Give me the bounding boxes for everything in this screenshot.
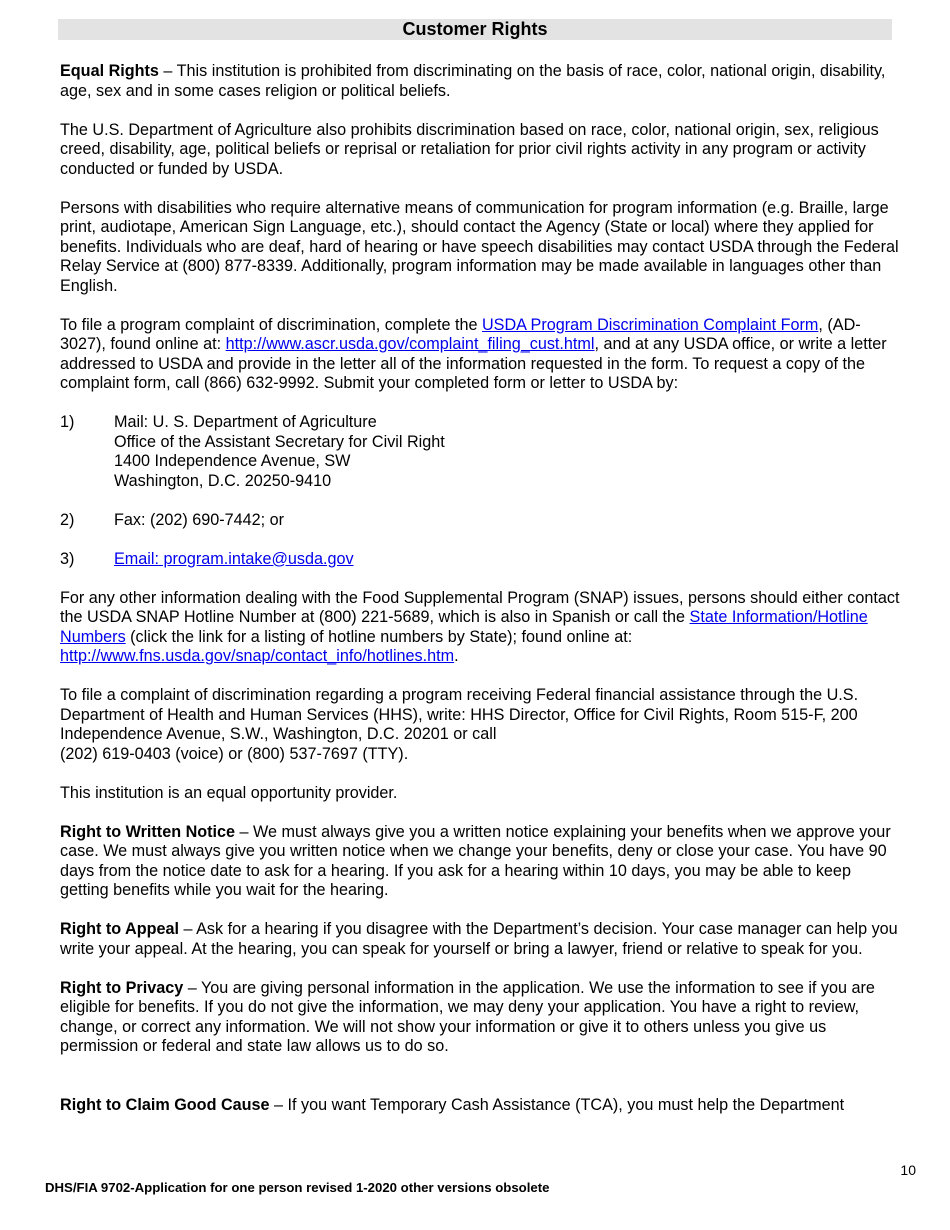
privacy-heading: Right to Privacy	[60, 978, 184, 997]
appeal-text: – Ask for a hearing if you disagree with the Department’s decision. Your case manager can help you write your appeal. At the hearing, you can speak for yourself or bring a lawyer, friend or relative to speak for you.	[60, 920, 898, 958]
list-number: 3)	[60, 549, 75, 568]
complaint-url-link[interactable]: http://www.ascr.usda.gov/complaint_filing_cust.html	[225, 335, 595, 353]
hhs-line1: To file a complaint of discrimination regarding a program receiving Federal financial assistance through the U.S. Department of Health and Human Services (HHS), write: HHS Director, Office for Civil Rights, Room 515-F, 200 Independence Avenue, S.W., Washington, D.C. 20201 or call	[60, 686, 859, 743]
submit-option-mail	[60, 413, 900, 491]
spacer	[60, 1076, 900, 1096]
submit-option-email	[60, 550, 900, 570]
equal-rights-heading: Equal Rights	[60, 62, 159, 80]
complaint-intro: To file a program complaint of discrimination, complete the	[60, 315, 482, 334]
privacy-text: – You are giving personal information in the application. We use the information to see if you are eligible for benefits. If you do not give the information, we may deny your application. You have a right to review, change, or correct any information. We will not show your information or give it to others unless you give us permission or federal and state law allows us to do so.	[60, 978, 875, 1055]
appeal-heading: Right to Appeal	[60, 920, 179, 938]
usda-prohibits-paragraph: The U.S. Department of Agriculture also prohibits discrimination based on race, color, national origin, sex, religious creed, disability, age, political beliefs or reprisal or retaliation for prior civil rights activity in any program or activity conducted or funded by USDA.	[60, 120, 879, 178]
written-notice-heading: Right to Written Notice	[60, 822, 236, 841]
snap-intro: For any other information dealing with the Food Supplemental Program (SNAP) issues, persons should either contact the USDA SNAP Hotline Number at (800) 221-5689, which is also in Spanish or call the	[60, 588, 900, 626]
mail-line: Mail: U. S. Department of Agriculture	[114, 413, 377, 431]
mail-line: 1400 Independence Avenue, SW	[114, 452, 351, 470]
hhs-paragraph	[60, 686, 900, 764]
written-notice-text: – We must always give you a written notice explaining your benefits when we approve your case. We must always give you written notice when we change your benefits, deny or close your case. You have 90 days from the notice date to ask for a hearing. If you ask for a hearing within 10 days, you may be able to keep getting benefits while you wait for the hearing.	[60, 822, 891, 899]
equal-rights-text: – This institution is prohibited from discriminating on the basis of race, color, national origin, disability, age, sex and in some cases religion or political beliefs.	[60, 62, 886, 100]
mail-line: Washington, D.C. 20250-9410	[114, 471, 332, 490]
fax-text: Fax: (202) 690-7442; or	[114, 510, 285, 529]
state-hotline-link[interactable]: State Information/Hotline Numbers	[60, 608, 868, 646]
document-body	[60, 62, 900, 1135]
submit-option-fax	[60, 511, 900, 531]
complaint-paragraph	[60, 316, 900, 394]
mail-address	[114, 413, 900, 491]
mail-line: Office of the Assistant Secretary for Civil Right	[114, 432, 445, 451]
privacy-paragraph	[60, 979, 900, 1057]
written-notice-paragraph	[60, 823, 900, 901]
complaint-form-link[interactable]: USDA Program Discrimination Complaint Form	[481, 315, 819, 334]
disabilities-paragraph: Persons with disabilities who require alternative means of communication for program information (e.g. Braille, large print, audiotape, American Sign Language, etc.), should contact the Agency (State or local) where they applied for benefits. Individuals who are deaf, hard of hearing or have speech disabilities may contact USDA through the Federal Relay Service at (800) 877-8339. Additionally, program information may be made available in languages other than English.	[60, 198, 899, 295]
appeal-paragraph	[60, 920, 900, 959]
snap-end: .	[454, 647, 459, 665]
good-cause-heading: Right to Claim Good Cause	[60, 1095, 270, 1114]
snap-mid: (click the link for a listing of hotline numbers by State); found online at:	[125, 627, 633, 646]
good-cause-text: – If you want Temporary Cash Assistance (TCA), you must help the Department	[269, 1095, 845, 1114]
email-link[interactable]: Email: program.intake@usda.gov	[114, 549, 354, 568]
snap-hotlines-url-link[interactable]: http://www.fns.usda.gov/snap/contact_info/hotlines.htm	[60, 647, 455, 665]
snap-paragraph	[60, 589, 900, 667]
list-number: 2)	[60, 510, 75, 529]
complaint-rest: , and at any USDA office, or write a letter addressed to USDA and provide in the letter all of the information requested in the form. To request a copy of the complaint form, call (866) 632-9992. Submit your completed form or letter to USDA by:	[60, 335, 887, 392]
list-number: 1)	[60, 413, 75, 431]
page-number: 10	[900, 1162, 916, 1178]
hhs-line2: (202) 619-0403 (voice) or (800) 537-7697 (TTY).	[60, 744, 409, 763]
form-footer: DHS/FIA 9702-Application for one person revised 1-2020 other versions obsolete	[45, 1180, 550, 1195]
page-title: Customer Rights	[58, 19, 892, 40]
equal-rights-paragraph	[60, 62, 900, 101]
good-cause-paragraph	[60, 1096, 900, 1116]
equal-opportunity-statement: This institution is an equal opportunity provider.	[60, 783, 398, 802]
complaint-mid: , (AD-3027), found online at:	[60, 315, 861, 353]
